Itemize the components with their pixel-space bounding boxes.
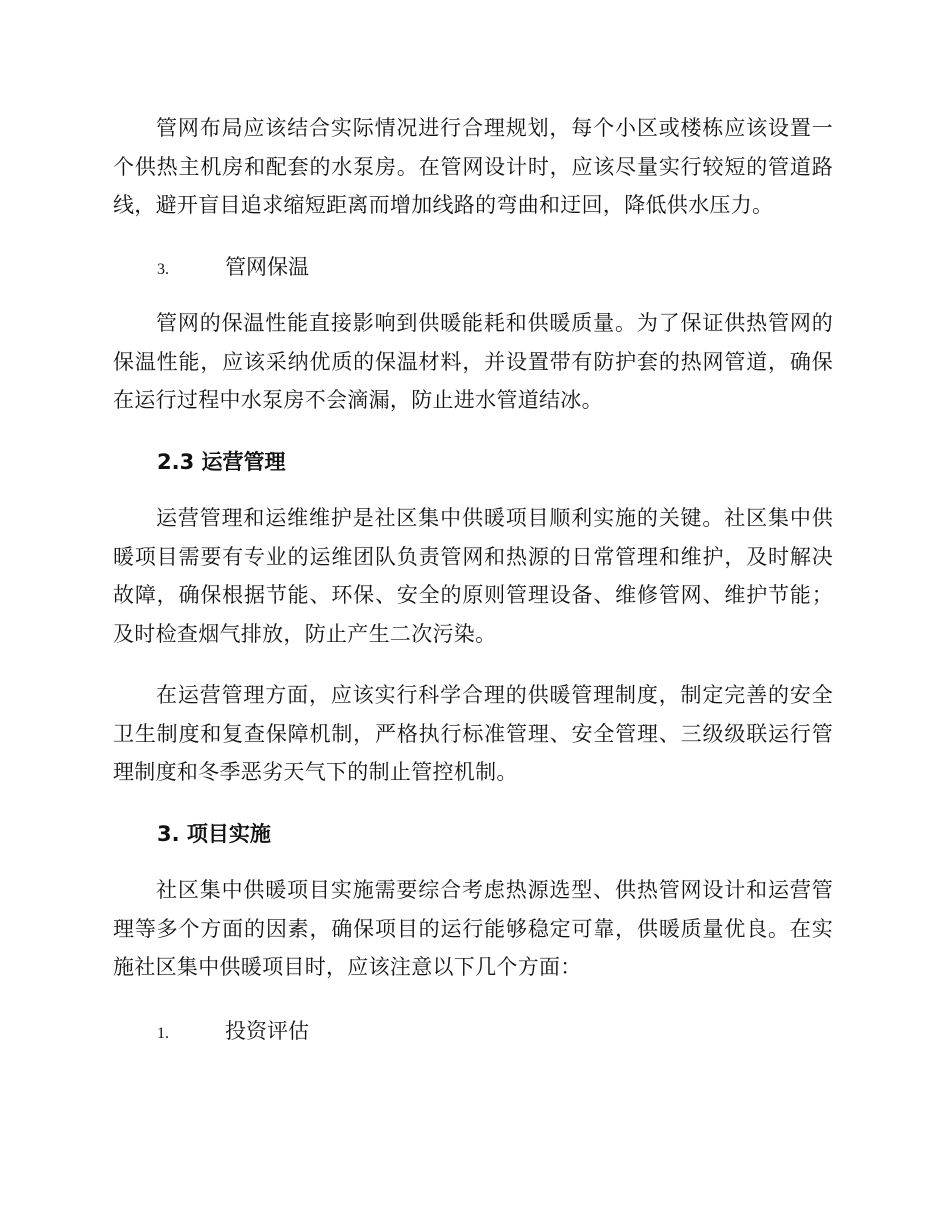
list-item-investment-evaluation (157, 1012, 837, 1053)
list-number: 1. (157, 1025, 169, 1042)
paragraph-pipe-insulation: 管网的保温性能直接影响到供暖能耗和供暖质量。为了保证供热管网的保温性能，应该采纳优质的保温材料，并设置带有防护套的热网管道，确保在运行过程中水泵房不会滴漏，防止进水管道结冰。 (113, 311, 833, 412)
list-item-pipe-insulation (157, 248, 837, 289)
list-label: 投资评估 (225, 1019, 309, 1043)
paragraph-pipe-network-layout: 管网布局应该结合实际情况进行合理规划，每个小区或楼栋应该设置一个供热主机房和配套的水泵房。在管网设计时，应该尽量实行较短的管道路线，避开盲目追求缩短距离而增加线路的弯曲和迂回，降低供水压力。 (113, 116, 833, 217)
section-heading-project-implementation: 3. 项目实施 (157, 822, 271, 846)
paragraph-operations-policy: 在运营管理方面，应该实行科学合理的供暖管理制度，制定完善的安全卫生制度和复查保障机制，严格执行标准管理、安全管理、三级级联运行管理制度和冬季恶劣天气下的制止管控机制。 (113, 683, 833, 784)
list-number: 3. (157, 261, 169, 278)
paragraph-project-implementation: 社区集中供暖项目实施需要综合考虑热源选型、供热管网设计和运营管理等多个方面的因素，确保项目的运行能够稳定可靠，供暖质量优良。在实施社区集中供暖项目时，应该注意以下几个方面： (113, 878, 833, 979)
paragraph-operations-maintenance: 运营管理和运维维护是社区集中供暖项目顺利实施的关键。社区集中供暖项目需要有专业的运维团队负责管网和热源的日常管理和维护，及时解决故障，确保根据节能、环保、安全的原则管理设备、维修管网、维护节能；及时检查烟气排放，防止产生二次污染。 (113, 506, 833, 646)
section-heading-operations-management: 2.3 运营管理 (157, 450, 286, 474)
list-label: 管网保温 (225, 255, 309, 279)
